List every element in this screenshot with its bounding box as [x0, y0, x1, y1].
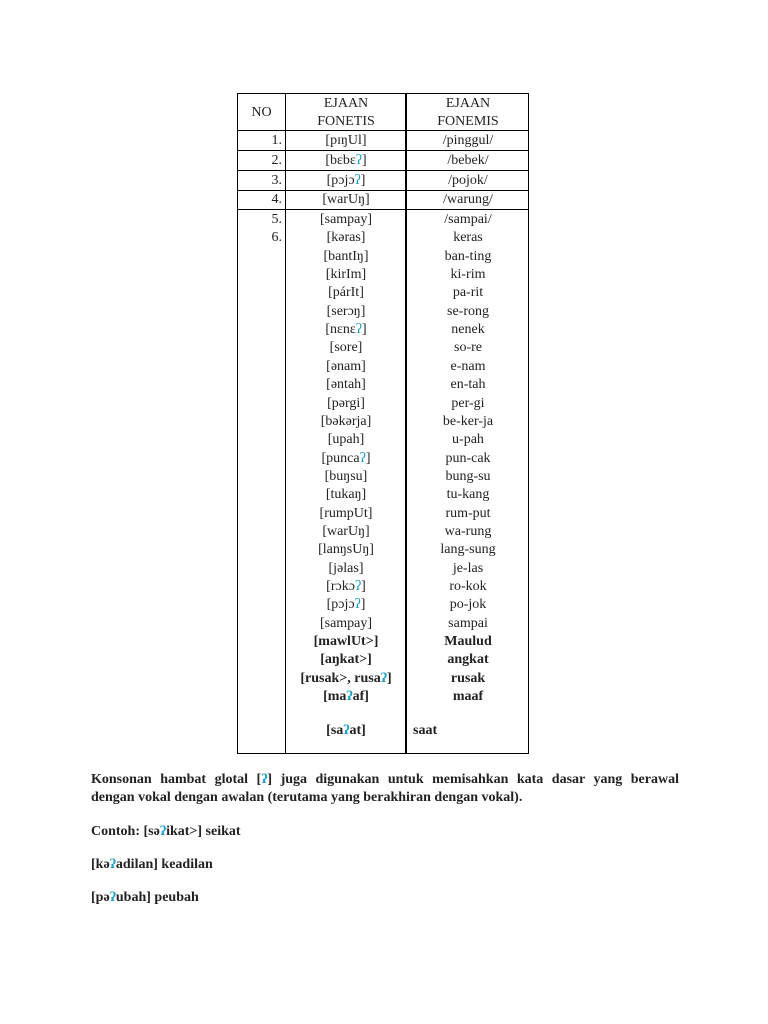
glottal-stop-symbol: ʔ [109, 857, 116, 872]
example-seikat: Contoh: [səʔikat˃] seikat [91, 824, 241, 839]
phonetic-spelling: [rɔkɔʔ] [326, 579, 366, 594]
glottal-stop-symbol: ʔ [355, 153, 362, 168]
phonemic-spelling: saat [413, 723, 438, 739]
phonetic-spelling: [aŋkat˃] [320, 652, 372, 668]
row-number: 2. [271, 153, 282, 168]
phonetic-spelling: [rusak˃, rusaʔ] [300, 670, 392, 686]
phonetic-spelling: [sampay] [319, 615, 373, 631]
header-fonemis-2: FONEMIS [437, 114, 499, 129]
phonetic-spelling: [serɔŋ] [326, 303, 366, 319]
phonetic-spelling: [warUŋ] [322, 192, 370, 207]
glottal-stop-symbol: ʔ [109, 890, 116, 905]
phonetic-spelling: [mawlUt˃] [313, 634, 379, 650]
phonemic-spelling: pun-cak [445, 450, 491, 466]
phonetic-spelling: [jəlas] [328, 560, 364, 576]
phonemic-spelling: bung-su [445, 468, 491, 484]
header-fonetis-2: FONETIS [317, 114, 375, 129]
example-keadilan: [kəʔadilan] keadilan [91, 857, 213, 872]
phonemic-spelling: po-jok [449, 597, 487, 613]
row-number: 3. [271, 173, 282, 188]
phonemic-spelling: maaf [452, 689, 484, 705]
header-fonetis-1: EJAAN [323, 96, 369, 111]
phonetic-spelling: [buŋsu] [324, 468, 368, 484]
phonetic-spelling: [upah] [327, 432, 365, 448]
phonetic-spelling: [ənam] [326, 358, 366, 374]
glottal-stop-symbol: ʔ [346, 689, 353, 705]
phonemic-spelling: tu-kang [446, 487, 490, 503]
phonetic-spelling: [pɔjɔʔ] [326, 597, 366, 613]
phonetic-table [237, 93, 529, 754]
glottal-stop-symbol: ʔ [359, 450, 366, 466]
phonemic-spelling: /pojok/ [448, 173, 488, 188]
phonetic-spelling: [nɛnɛʔ] [325, 322, 367, 338]
phonemic-spelling: rusak [450, 670, 486, 686]
phonemic-spelling: /pinggul/ [442, 133, 494, 148]
phonemic-spelling: en-tah [450, 377, 486, 393]
phonetic-spelling: [əntah] [326, 377, 366, 393]
phonetic-spelling: [párIt] [328, 285, 364, 301]
phonemic-spelling: per-gi [451, 395, 485, 411]
phonetic-spelling: [rumpUt] [319, 505, 373, 521]
paragraph-line-1: Konsonan hambat glotal [ʔ] juga digunakan untuk memisahkan kata dasar yang berawal [91, 772, 679, 787]
row-number: 6. [271, 230, 282, 246]
phonemic-spelling: ban-ting [444, 248, 492, 264]
phonemic-spelling: lang-sung [440, 542, 496, 558]
glottal-stop-symbol: ʔ [354, 597, 361, 613]
row-number: 4. [271, 192, 282, 207]
phonemic-spelling: wa-rung [444, 523, 492, 539]
phonemic-spelling: ki-rim [450, 267, 486, 283]
phonemic-spelling: so-re [454, 340, 482, 356]
phonetic-spelling: [maʔaf] [323, 689, 369, 705]
glottal-stop-symbol: ʔ [380, 670, 387, 686]
phonetic-spelling: [pɪŋUl] [325, 133, 367, 148]
phonemic-spelling: pa-rit [452, 285, 484, 301]
phonetic-spelling: [warUŋ] [322, 523, 370, 539]
phonetic-spelling: [saʔat] [326, 723, 366, 739]
row-number: 1. [271, 133, 282, 148]
row-number: 5. [271, 212, 282, 227]
phonetic-spelling: [sore] [329, 340, 363, 356]
phonetic-spelling: [sampay] [319, 212, 373, 227]
phonemic-spelling: se-rong [447, 303, 489, 319]
phonetic-spelling: [tukaŋ] [325, 487, 367, 503]
phonetic-spelling: [kəras] [326, 230, 366, 246]
phonemic-spelling: /bebek/ [447, 153, 489, 168]
glottal-stop-symbol: ʔ [354, 173, 361, 188]
phonemic-spelling: keras [453, 230, 483, 246]
phonetic-spelling: [pɔjɔʔ] [326, 173, 366, 188]
phonemic-spelling: Maulud [444, 634, 492, 650]
phonetic-spelling: [lanŋsUŋ] [318, 542, 374, 558]
phonemic-spelling: nenek [451, 322, 485, 338]
phonemic-spelling: sampai [448, 615, 488, 631]
phonemic-spelling: e-nam [450, 358, 486, 374]
phonetic-spelling: [pərgi] [327, 395, 365, 411]
glottal-stop-symbol: ʔ [159, 824, 167, 839]
phonetic-spelling: [puncaʔ] [321, 450, 371, 466]
header-fonemis-1: EJAAN [445, 96, 491, 111]
paragraph-line-2: dengan vokal dengan awalan (terutama yang berakhiran dengan vokal). [91, 790, 523, 805]
header-no: NO [251, 105, 272, 120]
phonemic-spelling: u-pah [452, 432, 484, 448]
row-divider [238, 130, 528, 131]
phonemic-spelling: angkat [447, 652, 489, 668]
phonetic-spelling: [bəkərja] [320, 413, 372, 429]
phonemic-spelling: ro-kok [449, 579, 487, 594]
glottal-stop-symbol: ʔ [354, 579, 362, 594]
phonemic-spelling: rum-put [445, 505, 491, 521]
example-peubah: [pəʔubah] peubah [91, 890, 199, 905]
glottal-stop-symbol: ʔ [343, 723, 350, 739]
glottal-stop-symbol: ʔ [261, 772, 268, 787]
phonetic-spelling: [kirIm] [325, 267, 367, 283]
phonemic-spelling: /sampai/ [444, 212, 492, 227]
phonemic-spelling: /warung/ [443, 192, 493, 207]
glottal-stop-symbol: ʔ [355, 322, 362, 338]
phonetic-spelling: [bantIŋ] [323, 248, 369, 264]
phonemic-spelling: be-ker-ja [442, 413, 494, 429]
phonetic-spelling: [bɛbɛʔ] [325, 153, 367, 168]
phonemic-spelling: je-las [452, 560, 484, 576]
